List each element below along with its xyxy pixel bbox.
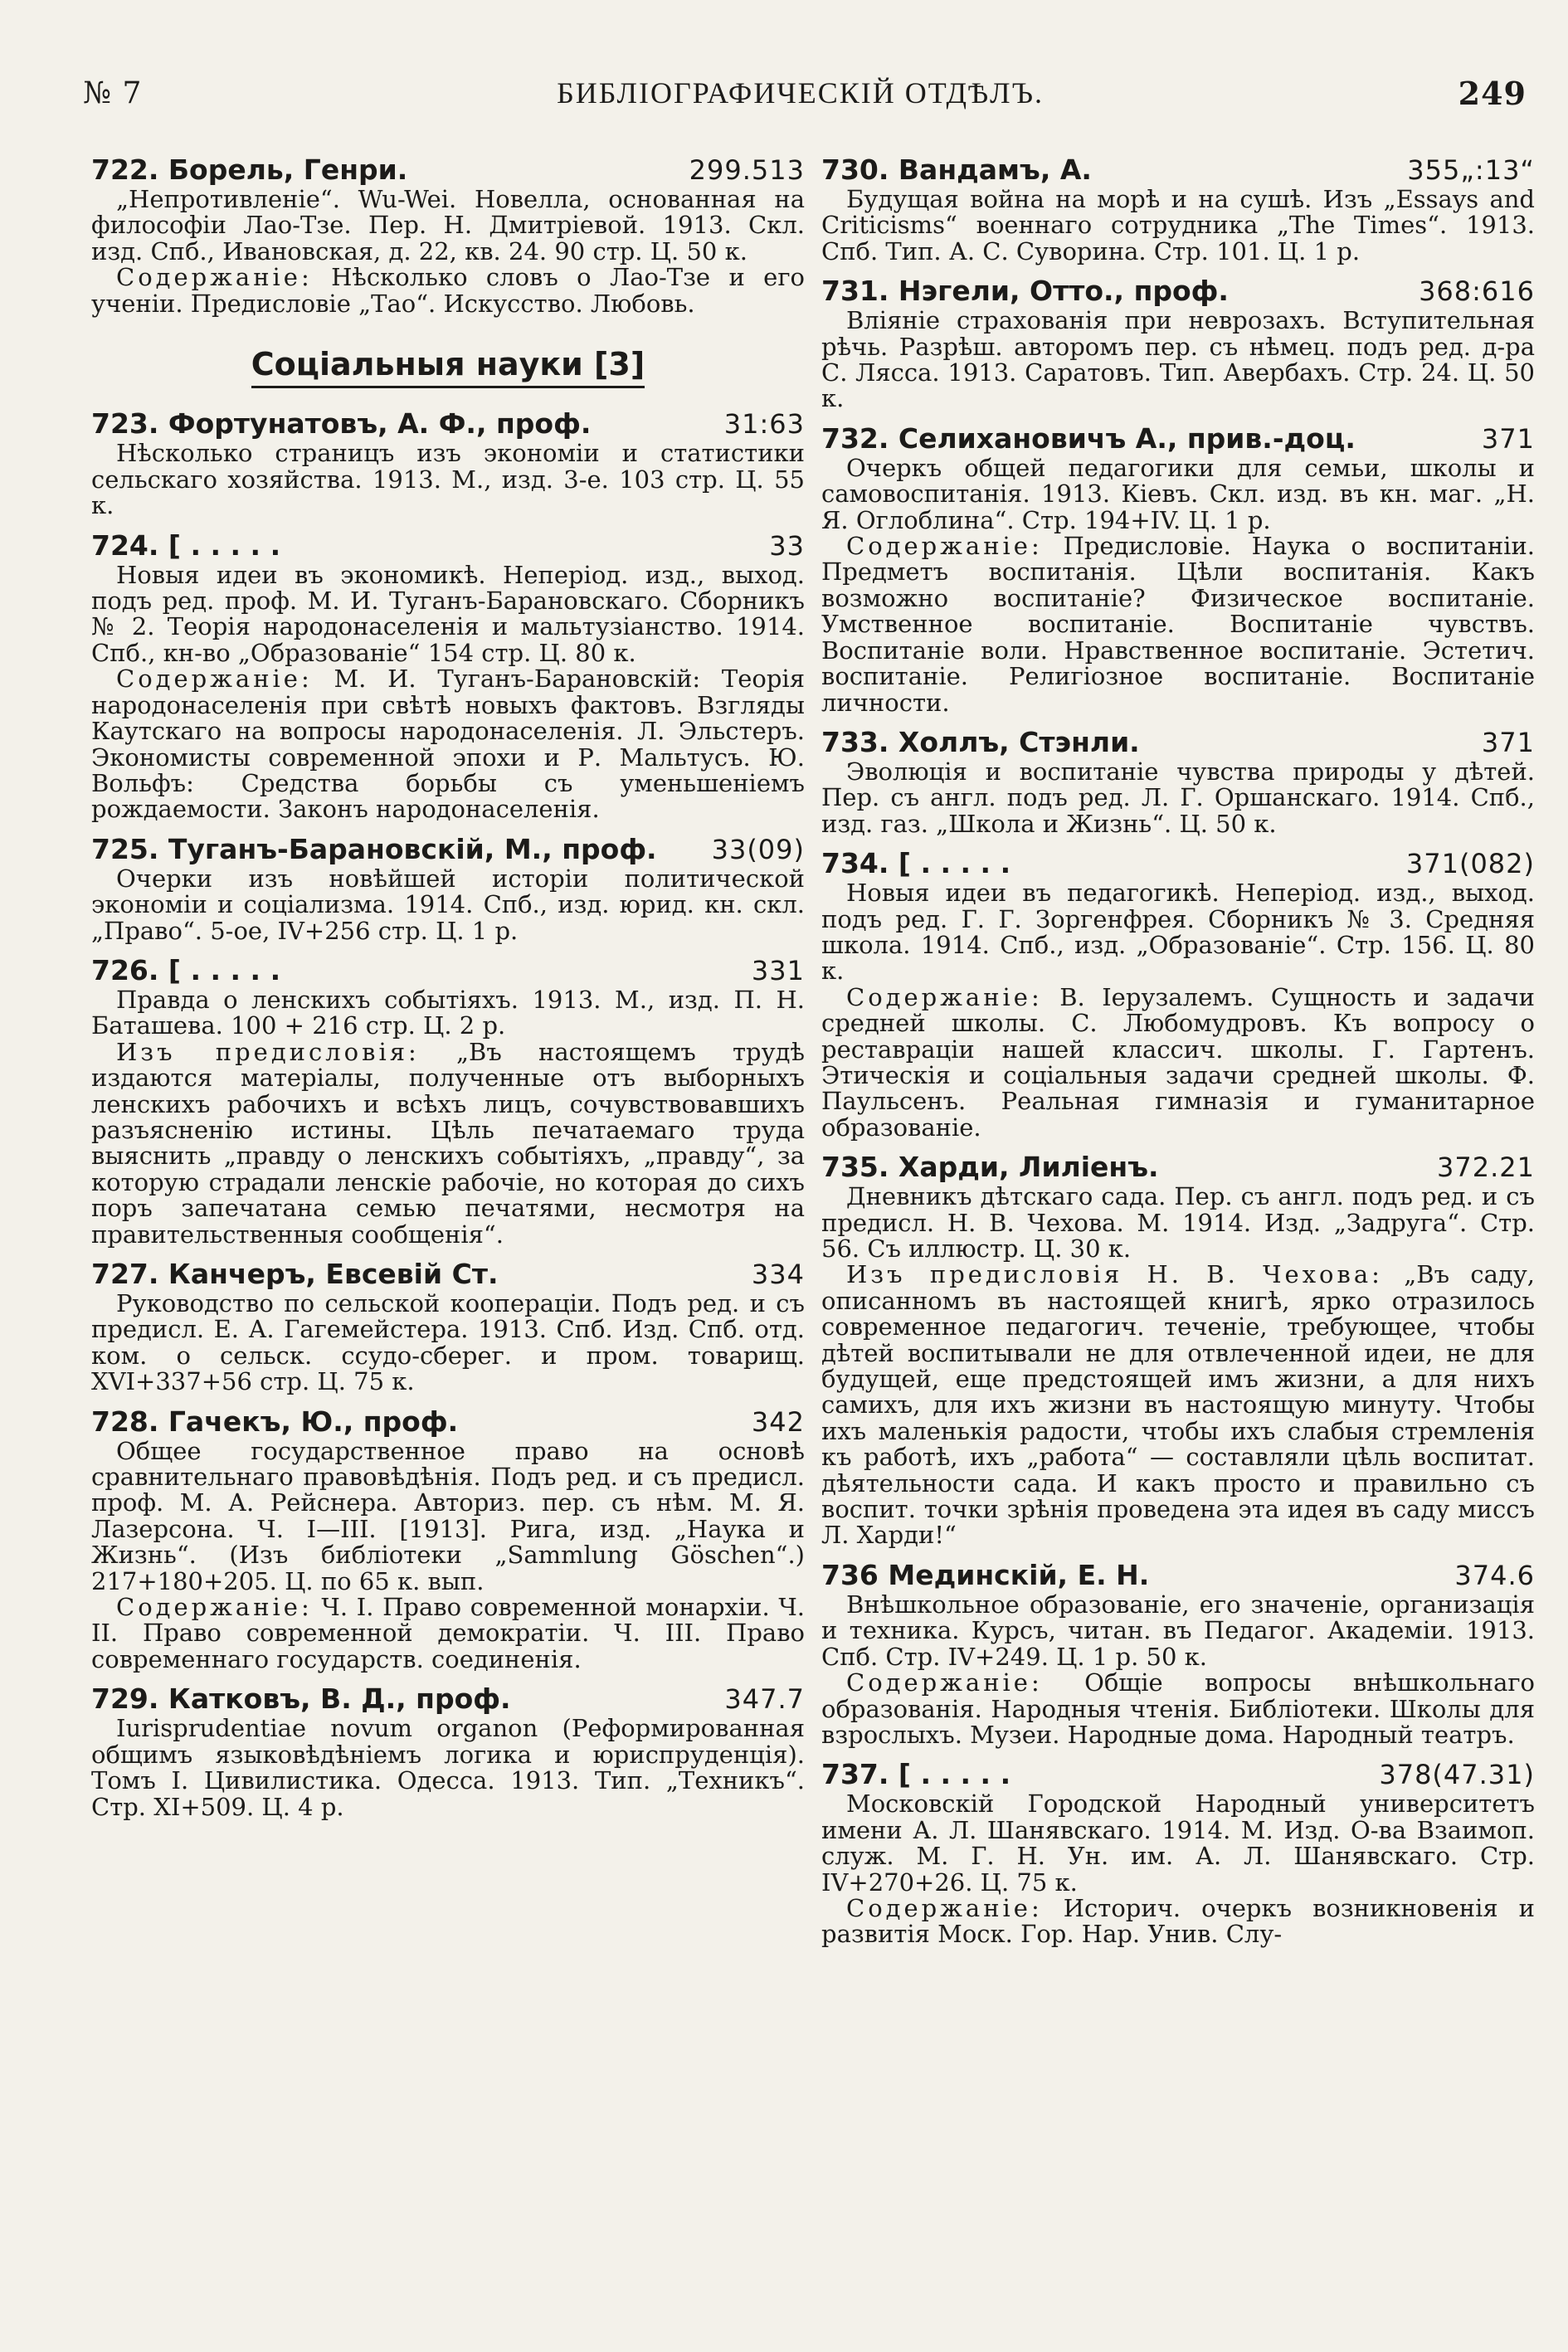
entry-author: 727. Канчеръ, Евсевій Ст. xyxy=(91,1258,499,1290)
entry-description: Внѣшкольное образованіе, его значеніе, организація и техника. Курсъ, читан. въ Педагог. Академіи. 1913. Спб. Стр. IV+249. Ц. 1 р. 50 к. xyxy=(821,1590,1535,1671)
contents-text: „Въ настоящемъ трудѣ издаются матеріалы, полученные отъ выборныхъ ленскихъ рабочихъ и всѣхъ лицъ, сочувствовавшихъ разъясненію истины. Цѣль печатаемаго труда выяснить „правду о ленскихъ событіяхъ, „правду“, за которую страдали ленскіе рабочіе, но которая до сихъ поръ запечатана семью печатями, несмотря на правительственныя сообщенія“. xyxy=(91,1037,805,1249)
contents-text: Ч. I. Право современной монархіи. Ч. II. Право современной демократіи. Ч. III. Право современнаго государств. соединенія. xyxy=(91,1593,805,1673)
entry-classification: 347.7 xyxy=(724,1683,805,1716)
entry-heading xyxy=(91,407,805,441)
entry-classification: 371(082) xyxy=(1405,848,1535,880)
entry-author: 723. Фортунатовъ, А. Ф., проф. xyxy=(91,407,592,441)
entry-classification: 342 xyxy=(751,1405,805,1438)
entry-author: 735. Харди, Лиліенъ. xyxy=(821,1151,1159,1184)
entry-description: Будущая война на морѣ и на сушѣ. Изъ „Essays and Criticisms“ военнаго сотрудника „The Times“. 1913. Спб. Тип. А. С. Суворина. Стр. 101. Ц. 1 р. xyxy=(821,185,1535,265)
contents-text: „Въ саду, описанномъ въ настоящей книгѣ, ярко отразилось современное педагогич. теченіе, требующее, чтобы дѣтей воспитывали не для отвлеченной идеи, не для будущей, еще предстоящей имъ жизни, а для нихъ самихъ, для ихъ жизни въ настоящую минуту. Чтобы ихъ маленькія радости, чтобы ихъ слабыя стремленія къ работѣ, ихъ „работа“ — составляли цѣль воспитат. дѣятельности сада. И какъ просто и правильно съ воспит. точки зрѣнія проведена эта идея въ саду миссъ Л. Харди!“ xyxy=(821,1260,1536,1550)
contents-label: Изъ предисловія Н. В. Чехова: xyxy=(846,1260,1383,1289)
entry-heading xyxy=(821,726,1535,759)
entry-description: Iurisprudentiae novum organon (Реформированная общимъ языковѣдѣніемъ логика и юриспруденція). Томъ I. Цивилистика. Одесса. 1913. Тип. „Техникъ“. Стр. XI+509. Ц. 4 р. xyxy=(91,1714,805,1821)
entry-author: 728. Гачекъ, Ю., проф. xyxy=(91,1405,459,1438)
entry-contents xyxy=(91,265,805,317)
contents-text: Общіе вопросы внѣшкольнаго образованія. Народныя чтенія. Библіотеки. Школы для взрослыхъ. Музеи. Народные дома. Народный театръ. xyxy=(821,1668,1536,1749)
contents-label: Содержаніе: xyxy=(116,263,313,292)
entry-classification: 368:616 xyxy=(1419,275,1535,308)
entry-732 xyxy=(821,422,1535,716)
contents-label: Содержаніе: xyxy=(116,1593,313,1622)
entry-classification: 33(09) xyxy=(711,833,805,865)
entry-description: Новыя идеи въ экономикѣ. Неперіод. изд., выход. подъ ред. проф. М. И. Туганъ-Барановскаго. Сборникъ № 2. Теорія народонаселенія и мальтузіанство. 1914. Спб., кн-во „Образованіе“ 154 стр. Ц. 80 к. xyxy=(91,560,805,667)
contents-text: Историч. очеркъ возникновенія и развитія Моск. Гор. Нар. Унив. Слу- xyxy=(821,1893,1535,1949)
entry-classification: 374.6 xyxy=(1454,1559,1535,1591)
entry-description: Новыя идеи въ педагогикѣ. Неперіод. изд., выход. подъ ред. Г. Г. Зоргенфрея. Сборникъ № 3. Средняя школа. 1914. Спб., изд. „Образованіе“. Стр. 156. Ц. 80 к. xyxy=(821,879,1535,986)
entry-classification: 371 xyxy=(1481,726,1535,758)
entry-classification: 299.513 xyxy=(689,154,805,186)
contents-text: Предисловіе. Наука о воспитаніи. Предметъ воспитанія. Цѣли воспитанія. Какъ возможно воспитаніе? Физическое воспитаніе. Умственное воспитаніе. Воспитаніе чувствъ. Воспитаніе воли. Нравственное воспитаніе. Эстетич. воспитаніе. Религіозное воспитаніе. Воспитаніе личности. xyxy=(821,532,1536,717)
entry-description: Нѣсколько страницъ изъ экономіи и статистики сельскаго хозяйства. 1913. М., изд. 3-е. 103 стр. Ц. 55 к. xyxy=(91,439,805,520)
contents-label: Содержаніе: xyxy=(846,1893,1043,1922)
entry-contents xyxy=(91,666,805,822)
contents-label: Содержаніе: xyxy=(846,1668,1043,1697)
entry-author: 732. Селихановичъ А., прив.-доц. xyxy=(821,421,1356,455)
entry-author: 724. [ . . . . . xyxy=(91,528,281,562)
entry-description: Очеркъ общей педагогики для семьи, школы и самовоспитанія. 1913. Кіевъ. Скл. изд. въ кн. маг. „Н. Я. Оглоблина“. Стр. 194+IV. Ц. 1 р. xyxy=(821,453,1535,534)
contents-text: В. Іерузалемъ. Сущность и задачи средней школы. С. Любомудровъ. Къ вопросу о реставраціи нашей классич. школы. Г. Гартенъ. Этическія и соціальныя задачи средней школы. Ф. Паульсенъ. Реальная гимназія и гуманитарное образованіе. xyxy=(821,982,1535,1142)
entry-contents xyxy=(821,1893,1535,1949)
entry-description: Руководство по сельской коопераціи. Подъ ред. и съ предисл. Е. А. Гагемейстера. 1913. Спб. Изд. Спб. отд. ком. о сельск. ссудо-сберег. и пром. товарищ. XVI+337+56 стр. Ц. 75 к. xyxy=(91,1289,805,1396)
entry-description: Правда о ленскихъ событіяхъ. 1913. М., изд. П. Н. Баташева. 100 + 216 стр. Ц. 2 р. xyxy=(91,985,805,1040)
right-column xyxy=(821,153,1535,1958)
entry-726 xyxy=(91,954,805,1248)
contents-label: Изъ предисловія: xyxy=(116,1037,420,1066)
entry-author: 737. [ . . . . . xyxy=(821,1758,1011,1791)
entry-author: 730. Вандамъ, А. xyxy=(821,153,1092,186)
entry-733 xyxy=(821,726,1535,837)
entry-author: 733. Холлъ, Стэнли. xyxy=(821,725,1140,758)
entry-heading xyxy=(91,954,805,987)
entry-classification: 372.21 xyxy=(1437,1152,1535,1184)
entry-728 xyxy=(91,1405,805,1673)
entry-heading xyxy=(91,1405,805,1439)
entry-author: 731. Нэгели, Отто., проф. xyxy=(821,275,1229,308)
entry-author: 729. Катковъ, В. Д., проф. xyxy=(91,1682,511,1716)
entry-734 xyxy=(821,847,1535,1141)
entry-heading xyxy=(91,833,805,866)
entry-723 xyxy=(91,407,805,519)
page-header xyxy=(83,68,1527,118)
entry-classification: 33 xyxy=(769,529,805,562)
entry-724 xyxy=(91,529,805,823)
contents-label: Содержаніе: xyxy=(846,532,1043,561)
entry-725 xyxy=(91,833,805,944)
entry-description: Дневникъ дѣтскаго сада. Пер. съ англ. подъ ред. и съ предисл. Н. В. Чехова. М. 1914. Изд. „Задруга“. Стр. 56. Съ иллюстр. Ц. 30 к. xyxy=(821,1182,1535,1263)
entry-heading xyxy=(821,275,1535,308)
section-title-text: Соціальныя науки [3] xyxy=(251,346,645,388)
entry-736 xyxy=(821,1559,1535,1748)
entry-contents xyxy=(91,1037,805,1249)
entry-description: Очерки изъ новѣйшей исторіи политической экономіи и соціализма. 1914. Спб., изд. юрид. кн. скл. „Право“. 5-ое, IV+256 стр. Ц. 1 р. xyxy=(91,864,805,945)
entry-heading xyxy=(821,153,1535,187)
contents-label: Содержаніе: xyxy=(846,982,1043,1011)
entry-heading xyxy=(821,1559,1535,1592)
entry-author: 725. Туганъ-Барановскій, М., проф. xyxy=(91,832,657,865)
contents-text: М. И. Туганъ-Барановскій: Теорія народонаселенія при свѣтѣ новыхъ фактовъ. Взгляды Каутскаго на вопросы народонаселенія. Л. Эльстеръ. Экономисты современной эпохи и Р. Мальтусъ. Ю. Вольфъ: Средства борьбы съ уменьшеніемъ рождаемости. Законъ народонаселенія. xyxy=(91,665,806,824)
entry-classification: 378(47.31) xyxy=(1379,1759,1535,1791)
entry-author: 726. [ . . . . . xyxy=(91,953,281,986)
left-column xyxy=(91,153,805,1830)
entry-heading xyxy=(91,1258,805,1291)
entry-731 xyxy=(821,275,1535,412)
contents-text: Нѣсколько словъ о Лао-Тзе и его ученіи. Предисловіе „Тао“. Искусство. Любовь. xyxy=(91,263,805,318)
entry-description: Общее государственное право на основѣ сравнительнаго правовѣдѣнія. Подъ ред. и съ предисл. проф. М. А. Рейснера. Авториз. пер. съ нѣм. М. Я. Лазерсона. Ч. I—III. [1913]. Рига, изд. „Наука и Жизнь“. (Изъ библіотеки „Sammlung Göschen“.) 217+180+205. Ц. по 65 к. вып. xyxy=(91,1436,805,1595)
entry-author: 734. [ . . . . . xyxy=(821,847,1011,880)
entry-heading xyxy=(821,1151,1535,1184)
entry-classification: 355„:13“ xyxy=(1407,154,1535,186)
section-title xyxy=(91,346,805,383)
entry-description: „Непротивленіе“. Wu-Wei. Новелла, основанная на философіи Лао-Тзе. Пер. Н. Дмитріевой. 1913. Скл. изд. Спб., Ивановская, д. 22, кв. 24. 90 стр. Ц. 50 к. xyxy=(91,185,805,265)
entry-contents xyxy=(821,982,1535,1142)
entry-heading xyxy=(91,153,805,187)
entry-729 xyxy=(91,1682,805,1820)
entry-730 xyxy=(821,153,1535,265)
entry-heading xyxy=(821,1758,1535,1791)
entry-description: Вліяніе страхованія при неврозахъ. Вступительная рѣчь. Разрѣш. авторомъ пер. съ нѣмец. подъ ред. д-ра С. Лясса. 1913. Саратовъ. Тип. Авербахъ. Стр. 24. Ц. 50 к. xyxy=(821,306,1535,413)
entry-contents xyxy=(821,1670,1535,1748)
running-title: БИБЛІОГРАФИЧЕСКІЙ ОТДѢЛЪ. xyxy=(557,76,1044,110)
entry-heading xyxy=(821,847,1535,880)
page-number: 249 xyxy=(1458,74,1527,112)
issue-number: № 7 xyxy=(83,75,143,110)
entry-classification: 331 xyxy=(751,954,805,986)
entry-heading xyxy=(91,529,805,562)
entry-heading xyxy=(821,422,1535,455)
entry-description: Эволюція и воспитаніе чувства природы у дѣтей. Пер. съ англ. подъ ред. Л. Г. Оршанскаго. 1914. Спб., изд. газ. „Школа и Жизнь“. Ц. 50 к. xyxy=(821,757,1535,838)
entry-735 xyxy=(821,1151,1535,1549)
entry-author: 736 Мединскій, Е. Н. xyxy=(821,1558,1150,1591)
entry-contents xyxy=(821,1262,1535,1548)
entry-heading xyxy=(91,1682,805,1716)
entry-classification: 334 xyxy=(751,1259,805,1290)
entry-contents xyxy=(91,1595,805,1673)
entry-classification: 371 xyxy=(1481,422,1535,455)
entry-contents xyxy=(821,533,1535,716)
entry-722 xyxy=(91,153,805,317)
entry-727 xyxy=(91,1258,805,1395)
contents-label: Содержаніе: xyxy=(116,665,313,694)
entry-737 xyxy=(821,1758,1535,1947)
entry-description: Московскій Городской Народный университетъ имени А. Л. Шанявскаго. 1914. М. Изд. О-ва Взаимоп. служ. М. Г. Н. Ун. им. А. Л. Шанявскаго. Стр. IV+270+26. Ц. 75 к. xyxy=(821,1790,1535,1897)
entry-author: 722. Борель, Генри. xyxy=(91,153,408,186)
entry-classification: 31:63 xyxy=(723,408,805,441)
